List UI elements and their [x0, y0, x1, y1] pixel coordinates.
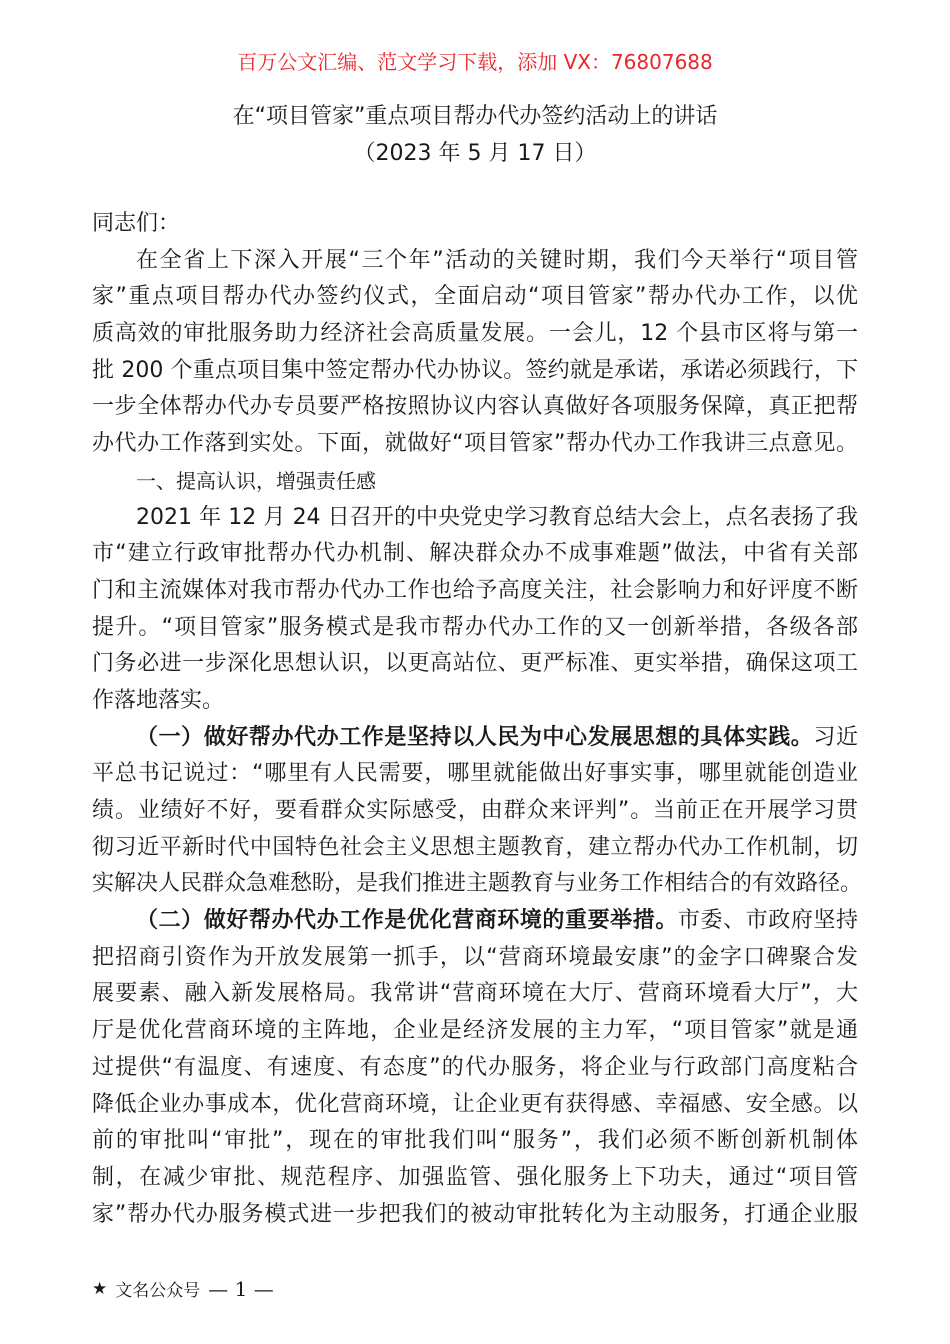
text-line	[92, 279, 858, 316]
text-line	[92, 903, 858, 940]
document-body	[92, 206, 863, 1233]
text-line	[92, 353, 858, 390]
line-text: 平总书记说过：“哪里有人民需要，哪里就能做出好事实事，哪里就能创造业	[92, 761, 858, 787]
text-line	[92, 243, 858, 280]
line-text: 批 200 个重点项目集中签定帮办代办协议。签约就是承诺，承诺必须践行，下	[92, 357, 858, 383]
line-text: 在全省上下深入开展“三个年”活动的关键时期，我们今天举行“项目管	[136, 247, 858, 273]
document-date: （2023 年 5 月 17 日）	[353, 141, 597, 166]
text-line	[92, 940, 858, 977]
text-line	[92, 1197, 858, 1234]
line-text: 市“建立行政审批帮办代办机制、解决群众办不成事难题”做法，中省有关部	[92, 541, 858, 567]
line-text: 实解决人民群众急难愁盼，是我们推进主题教育与业务工作相结合的有效路径。	[92, 871, 863, 897]
line-text: 2021 年 12 月 24 日召开的中央党史学习教育总结大会上，点名表扬了我	[136, 504, 858, 530]
text-line	[92, 500, 858, 537]
text-line	[92, 426, 858, 463]
text-line	[92, 1050, 858, 1087]
line-text: 门务必进一步深化思想认识，以更高站位、更严标准、更实举措，确保这项工	[92, 651, 858, 677]
text-line	[92, 316, 858, 353]
text-line	[92, 389, 858, 426]
page-number: — 1 —	[208, 1276, 274, 1301]
line-text: 把招商引资作为开放发展第一抓手，以“营商环境最安康”的金字口碑聚合发	[92, 944, 858, 970]
line-text: 办代办工作落到实处。下面，就做好“项目管家”帮办代办工作我讲三点意见。	[92, 431, 858, 457]
star-icon: ★	[92, 1278, 108, 1299]
line-text: 一、提高认识，增强责任感	[136, 468, 376, 493]
line-text: 家”重点项目帮办代办签约仪式，全面启动“项目管家”帮办代办工作，以优	[92, 284, 858, 310]
text-line	[92, 976, 858, 1013]
text-line	[92, 1013, 858, 1050]
page-footer	[92, 1276, 274, 1301]
line-text: 前的审批叫“审批”，现在的审批我们叫“服务”，我们必须不断创新机制体	[92, 1128, 858, 1154]
line-text: 门和主流媒体对我市帮办代办工作也给予高度关注，社会影响力和好评度不断	[92, 577, 858, 603]
document-title: 在“项目管家”重点项目帮办代办签约活动上的讲话	[232, 104, 718, 129]
line-text: 过提供“有温度、有速度、有态度”的代办服务，将企业与行政部门高度粘合	[92, 1054, 858, 1080]
section-heading	[92, 463, 858, 500]
bold-lead-sentence: （二）做好帮办代办工作是优化营商环境的重要举措。	[136, 908, 678, 934]
bold-lead-sentence: （一）做好帮办代办工作是坚持以人民为中心发展思想的具体实践。	[136, 724, 814, 750]
text-line	[92, 573, 858, 610]
line-text: 同志们：	[92, 211, 181, 236]
text-line	[92, 536, 858, 573]
text-line	[92, 866, 863, 903]
text-line	[92, 206, 858, 243]
line-text: 厅是优化营商环境的主阵地，企业是经济发展的主力军，“项目管家”就是通	[92, 1018, 858, 1044]
watermark-banner: 百万公文汇编、范文学习下载，添加 VX：76807688	[237, 50, 713, 74]
line-text: 降低企业办事成本，优化营商环境，让企业更有获得感、幸福感、安全感。以	[92, 1091, 858, 1117]
text-line	[92, 610, 858, 647]
line-text: 展要素、融入新发展格局。我常讲“营商环境在大厅、营商环境看大厅”，大	[92, 981, 858, 1007]
text-line	[92, 1087, 858, 1124]
text-line	[92, 720, 858, 757]
line-text: 彻习近平新时代中国特色社会主义思想主题教育，建立帮办代办工作机制，切	[92, 834, 858, 860]
line-text: 制，在减少审批、规范程序、加强监管、强化服务上下功夫，通过“项目管	[92, 1164, 858, 1190]
text-line	[92, 1123, 858, 1160]
line-text: 作落地落实。	[92, 687, 225, 713]
text-line	[92, 646, 858, 683]
text-line	[92, 683, 858, 720]
line-text: 提升。“项目管家”服务模式是我市帮办代办工作的又一创新举措，各级各部	[92, 614, 858, 640]
footer-source: 文名公众号	[115, 1281, 201, 1301]
text-line	[92, 756, 858, 793]
line-text: 绩。业绩好不好，要看群众实际感受，由群众来评判”。当前正在开展学习贯	[92, 798, 858, 823]
line-text: 市委、市政府坚持	[677, 908, 858, 934]
line-text: 一步全体帮办代办专员要严格按照协议内容认真做好各项服务保障，真正把帮	[92, 394, 858, 420]
text-line	[92, 1160, 858, 1197]
line-text: 质高效的审批服务助力经济社会高质量发展。一会儿，12 个县市区将与第一	[92, 321, 858, 347]
line-text: 家”帮办代办服务模式进一步把我们的被动审批转化为主动服务，打通企业服	[92, 1201, 858, 1227]
text-line	[92, 793, 858, 830]
text-line	[92, 830, 858, 867]
line-text: 习近	[813, 724, 858, 750]
